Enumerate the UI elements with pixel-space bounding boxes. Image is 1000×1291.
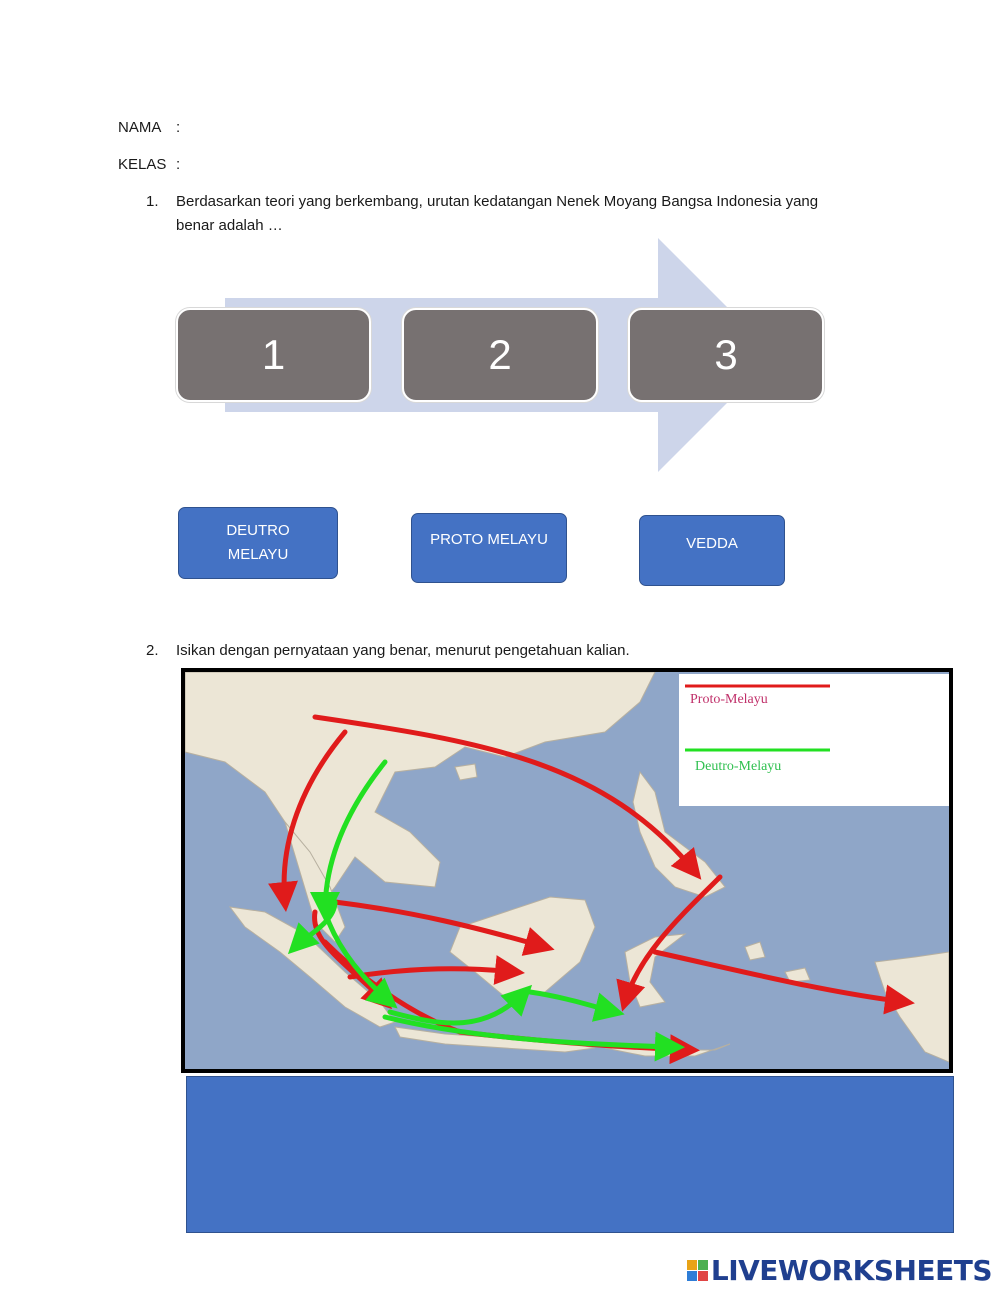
step-box-2[interactable]: 2 [402,308,598,402]
answer-proto-label: PROTO MELAYU [430,531,548,548]
kelas-colon: : [176,156,181,173]
legend-proto: Proto-Melayu [690,692,768,707]
question-1-line-1: Berdasarkan teori yang berkembang, urutan kedatangan Nenek Moyang Bangsa Indonesia yang [176,193,819,210]
liveworksheets-logo [687,1254,992,1287]
migration-map-image [185,672,949,1069]
question-2-number: 2. [146,642,159,659]
nama-colon: : [176,119,181,136]
question-1-line-2: benar adalah … [176,217,283,234]
question-1-number: 1. [146,193,159,210]
answer-vedda-label: VEDDA [686,535,738,552]
answer-deutro-line-1: DEUTRO [226,522,290,539]
legend-deutro: Deutro-Melayu [695,759,782,774]
liveworksheets-logo-icon [687,1260,708,1281]
answer-drop-box[interactable] [186,1076,954,1233]
answer-proto-melayu[interactable] [411,513,567,583]
answer-vedda[interactable] [639,515,785,586]
answer-deutro-melayu[interactable] [178,507,338,579]
migration-map [181,668,953,1073]
kelas-label: KELAS [118,156,167,173]
answer-deutro-line-2: MELAYU [227,546,289,563]
step-box-1[interactable]: 1 [176,308,371,402]
step-box-3[interactable]: 3 [628,308,824,402]
question-2-text: Isikan dengan pernyataan yang benar, menurut pengetahuan kalian. [176,642,630,659]
nama-label: NAMA [118,119,162,136]
liveworksheets-logo-text: LIVEWORKSHEETS [710,1254,992,1287]
process-arrow [0,0,1000,500]
